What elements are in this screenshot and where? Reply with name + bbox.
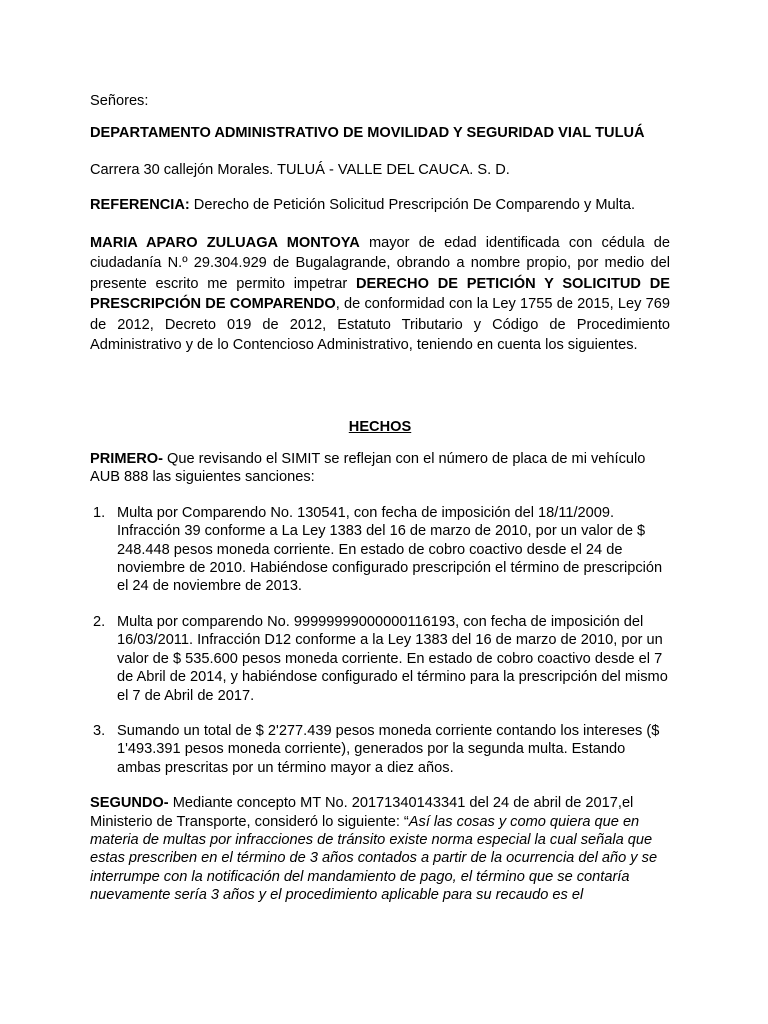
sanctions-list	[90, 504, 670, 777]
list-item	[90, 722, 670, 777]
addressee-address: Carrera 30 callejón Morales. TULUÁ - VALLE DEL CAUCA. S. D.	[90, 161, 510, 178]
intro-text-2: , de conformidad con la Ley 1755 de 2015, Ley 769 de 2012, Decreto 019 de 2012, Estatuto Tributario y Código de Procedimiento Administrativo y de lo Contencioso Administrativo, teniendo en cuenta los siguientes.	[90, 296, 670, 354]
list-item-number: 2.	[93, 613, 106, 630]
segundo-paragraph	[90, 794, 670, 904]
list-item-number: 3.	[93, 722, 106, 739]
list-item-number: 1.	[93, 504, 106, 521]
salutation: Señores:	[90, 93, 149, 109]
segundo-text: Mediante concepto MT No. 20171340143341 del 24 de abril de 2017,el Ministerio de Transporte, consideró lo siguiente: “	[90, 795, 634, 830]
petitioner-name: MARIA APARO ZULUAGA MONTOYA	[90, 234, 360, 251]
reference-text: Derecho de Petición Solicitud Prescripción De Comparendo y Multa.	[189, 197, 636, 214]
primero-paragraph	[90, 450, 670, 487]
addressee-department: DEPARTAMENTO ADMINISTRATIVO DE MOVILIDAD Y SEGURIDAD VIAL TULUÁ	[90, 125, 645, 142]
list-item	[90, 504, 670, 596]
list-item-text: Multa por comparendo No. 99999999000000116193, con fecha de imposición del 16/03/2011. Infracción D12 conforme a la Ley 1383 del 16 de marzo de 2010, por un valor de $ 535.600 pesos moneda corriente. En estado de cobro coactivo desde el 7 de Abril de 2014, y habiéndose configurado el término para la prescripción del mismo el 7 de Abril de 2017.	[117, 613, 668, 704]
primero-text: Que revisando el SIMIT se reflejan con el número de placa de mi vehículo AUB 888 las siguientes sanciones:	[90, 451, 646, 486]
intro-text-1: mayor de edad identificada con cédula de ciudadanía N.º 29.304.929 de Bugalagrande, obrando a nombre propio, por medio del presente escrito me permito impetrar	[90, 234, 670, 292]
reference-line	[90, 196, 670, 214]
segundo-label: SEGUNDO-	[90, 795, 169, 812]
list-item	[90, 613, 670, 705]
request-title: DERECHO DE PETICIÓN Y SOLICITUD DE PRESCRIPCIÓN DE COMPARENDO	[90, 275, 670, 313]
intro-paragraph	[90, 233, 670, 356]
primero-label: PRIMERO-	[90, 451, 163, 468]
list-item-text: Sumando un total de $ 2'277.439 pesos moneda corriente contando los intereses ($ 1'493.391 pesos moneda corriente), generados por la segunda multa. Estando ambas prescritas por un término mayor a diez años.	[117, 722, 660, 776]
list-item-text: Multa por Comparendo No. 130541, con fecha de imposición del 18/11/2009. Infracción 39 conforme a La Ley 1383 del 16 de marzo de 2010, por un valor de $ 248.448 pesos moneda corriente. En estado de cobro coactivo desde el 24 de noviembre de 2010. Habiéndose configurado prescripción el término de prescripción el 24 de noviembre de 2013.	[117, 504, 663, 595]
section-heading-hechos: HECHOS	[348, 418, 412, 435]
document-page	[90, 92, 670, 905]
segundo-quote: Así las cosas y como quiera que en materia de multas por infracciones de tránsito existe norma especial la cual señala que estas prescriben en el término de 3 años contados a partir de la ocurrencia del año y se interrumpe con la notificación del mandamiento de pago, el término que se contaría nuevamente sería 3 años y el procedimiento aplicable para su recaudo es el	[90, 813, 658, 904]
reference-label: REFERENCIA:	[90, 197, 190, 214]
